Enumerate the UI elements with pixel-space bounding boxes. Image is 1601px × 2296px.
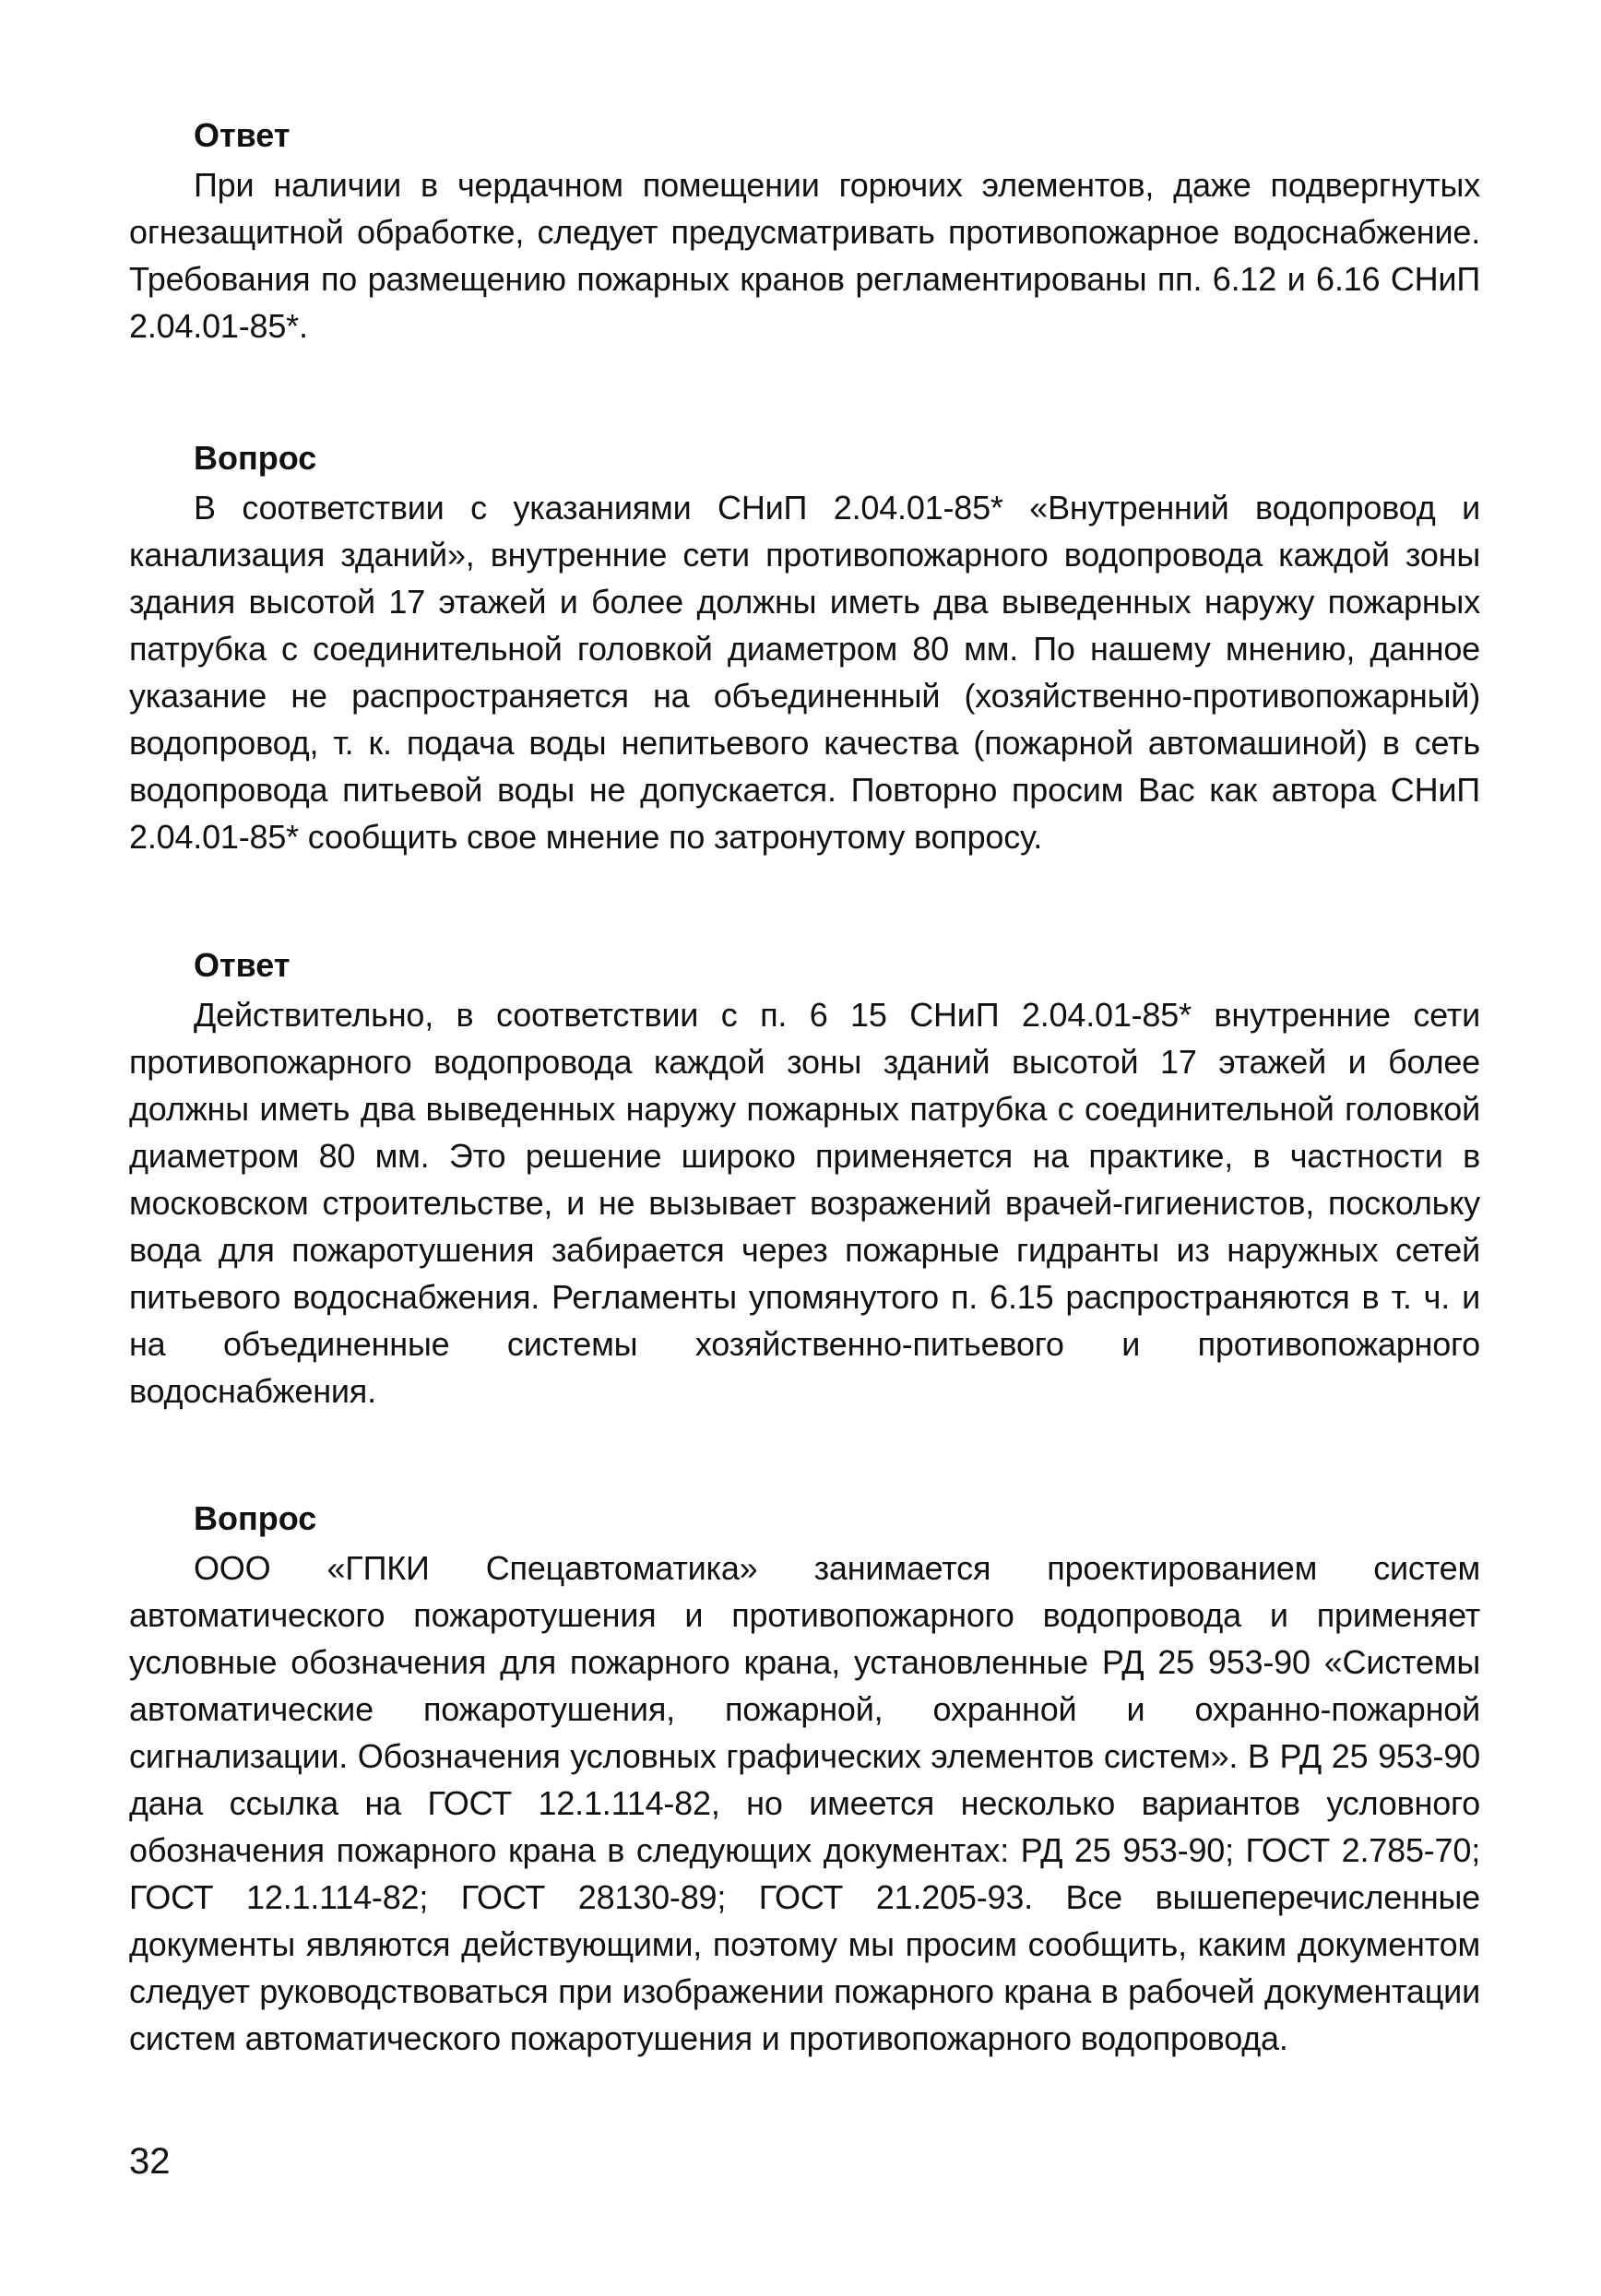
section-question-2 xyxy=(129,1498,1480,2062)
page-number: 32 xyxy=(129,2141,171,2182)
section-text: При наличии в чердачном помещении горючих элементов, даже подвергнутых огнезащитной обработке, следует предусматривать противопожарное водоснабжение. Требования по размещению пожарных кранов регламентированы пп. 6.12 и 6.16 СНиП 2.04.01-85*. xyxy=(129,166,1480,345)
section-text: В соответствии с указаниями СНиП 2.04.01-85* «Внутренний водопровод и канализация зданий», внутренние сети противопожарного водопровода каждой зоны здания высотой 17 этажей и более должны иметь два выведенных наружу пожарных патрубка с соединительной головкой диаметром 80 мм. По нашему мнению, данное указание не распространяется на объединенный (хозяйственно-противопожарный) водопровод, т. к. подача воды непитьевого качества (пожарной автомашиной) в сеть водопровода питьевой воды не допускается. Повторно просим Вас как автора СНиП 2.04.01-85* сообщить свое мнение по затронутому вопросу. xyxy=(129,489,1480,856)
section-answer-1 xyxy=(129,115,1480,349)
section-heading: Ответ xyxy=(194,116,291,154)
section-heading: Вопрос xyxy=(194,439,317,477)
section-text: ООО «ГПКИ Спецавтоматика» занимается проектированием систем автоматического пожаротушения и противопожарного водопровода и применяет условные обозначения для пожарного крана, установленные РД 25 953-90 «Системы автоматические пожаротушения, пожарной, охранной и охранно-пожарной сигнализации. Обозначения условных графических элементов систем». В РД 25 953-90 дана ссылка на ГОСТ 12.1.114-82, но имеется несколько вариантов условного обозначения пожарного крана в следующих документах: РД 25 953-90; ГОСТ 2.785-70; ГОСТ 12.1.114-82; ГОСТ 28130-89; ГОСТ 21.205-93. Все вышеперечисленные документы являются действующими, поэтому мы просим сообщить, каким документом следует руководствоваться при изображении пожарного крана в рабочей документации систем автоматического пожаротушения и противопожарного водопровода. xyxy=(129,1549,1480,2057)
section-question-1 xyxy=(129,438,1480,860)
section-text: Действительно, в соответствии с п. 6 15 СНиП 2.04.01-85* внутренние сети противопожарного водопровода каждой зоны зданий высотой 17 этажей и более должны иметь два выведенных наружу пожарных патрубка с соединительной головкой диаметром 80 мм. Это решение широко применяется на практике, в частности в московском строительстве, и не вызывает возражений врачей-гигиенистов, поскольку вода для пожаротушения забирается через пожарные гидранты из наружных сетей питьевого водоснабжения. Регламенты упомянутого п. 6.15 распространяются в т. ч. и на объединенные системы хозяйственно-питьевого и противопожарного водоснабжения. xyxy=(129,996,1480,1410)
section-heading: Ответ xyxy=(194,946,291,984)
section-heading: Вопрос xyxy=(194,1499,317,1537)
section-answer-2 xyxy=(129,945,1480,1414)
